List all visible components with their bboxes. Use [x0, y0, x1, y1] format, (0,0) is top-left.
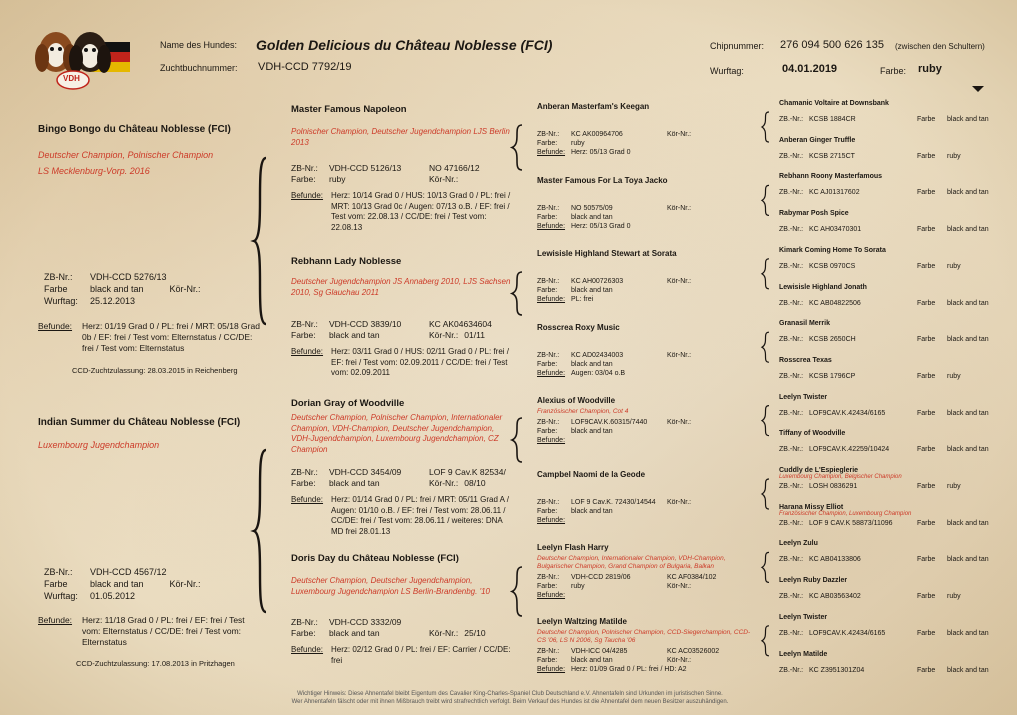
- grandparent-name: Dorian Gray of Woodville: [291, 398, 405, 409]
- birth-value: 04.01.2019: [782, 63, 838, 75]
- g4-name: Anberan Ginger Truffle: [779, 136, 856, 144]
- farbe-label: Farbe: [917, 152, 936, 160]
- farbe-value: black and tan: [947, 116, 989, 123]
- farbe-value: ruby: [571, 140, 585, 147]
- farbe-label: Farbe:: [537, 287, 558, 294]
- befunde-label: Befunde:: [291, 347, 324, 356]
- great-grandparent-name: Anberan Masterfam's Keegan: [537, 102, 650, 111]
- befunde-label: Befunde:: [537, 296, 566, 303]
- zb-value: NO 50575/09: [571, 205, 613, 212]
- pedigree-brace: [762, 185, 769, 215]
- zb-extra: KC AK04634604: [429, 319, 492, 329]
- g4-name: Leelyn Zulu: [779, 540, 818, 548]
- farbe-value: black and tan: [947, 629, 989, 637]
- pedigree-brace: [254, 450, 266, 612]
- pedigree-brace: [762, 479, 769, 509]
- zb-label: ZB-Nr.:: [537, 419, 560, 426]
- dog-name: Golden Delicious du Château Noblesse (FCI): [256, 37, 553, 53]
- befunde-value: Herz: 02/12 Grad 0 / PL: frei / EF: Carrier / CC/DE: frei: [331, 645, 511, 665]
- zb-label: ZB-Nr.:: [44, 567, 73, 577]
- zb-label: ZB.-Nr.:: [779, 226, 804, 234]
- pedigree-brace: [762, 626, 769, 656]
- farbe-label: Farbe:: [291, 478, 316, 488]
- zb-value: LOF9CAV.K.42259/10424: [809, 446, 890, 454]
- great-grandparent-titles: Deutscher Champion, Polnischer Champion, CCD-Siegerchampion, CCD-CS '06, LS N 2006, Sg Taucha '06: [537, 629, 751, 644]
- befunde-value: Herz: 05/13 Grad 0: [571, 223, 631, 230]
- great-grandparent-name: Rosscrea Roxy Music: [537, 323, 620, 332]
- pedigree-brace: [512, 125, 522, 170]
- farbe-value: black and tan: [90, 579, 144, 589]
- legal-footer: [130, 690, 890, 706]
- dam-title: Luxembourg Jugendchampion: [38, 440, 160, 450]
- farbe-label: Farbe: [917, 446, 936, 454]
- kor-label: Kör-Nr.:: [667, 131, 692, 138]
- great-grandparent-name: Leelyn Waltzing Matilde: [537, 617, 627, 626]
- farbe-label: Farbe: [917, 629, 936, 637]
- zb-value: LOF9CAV.K.60315/7440: [571, 419, 648, 426]
- zb-label: ZB-Nr.:: [537, 278, 560, 285]
- zb-label: ZB.-Nr.:: [779, 152, 804, 160]
- zb-value: LOF 9 Cav.K. 72430/14544: [571, 499, 656, 506]
- farbe-label: Farbe: [44, 579, 68, 589]
- zb-label: ZB-Nr.:: [537, 574, 560, 581]
- farbe-value: black and tan: [947, 226, 989, 234]
- zb-label: ZB-Nr.:: [537, 131, 560, 138]
- grandparent-name: Rebhann Lady Noblesse: [291, 256, 402, 267]
- zb-label: ZB.-Nr.:: [779, 116, 804, 123]
- zb-value: VDH-CCD 3454/09: [329, 467, 402, 477]
- wurf-label: Wurftag:: [44, 591, 78, 601]
- zb-value: KC Z3951301Z04: [809, 666, 865, 674]
- befunde-value: Herz: 01/09 Grad 0 / PL: frei / HD: A2: [571, 666, 687, 673]
- zb-label: ZB.-Nr.:: [779, 299, 804, 307]
- grandparent-titles: Deutscher Champion, Deutscher Jugendchampion, Luxembourg Jugendchampion LS Berlin-Brandenbg. '10: [291, 576, 490, 596]
- farbe-label: Farbe: [917, 556, 936, 564]
- pedigree-brace: [762, 112, 769, 142]
- g4-name: Leelyn Matilde: [779, 650, 828, 658]
- befunde-label: Befunde:: [291, 191, 324, 200]
- kor-label: Kör-Nr.:: [429, 478, 459, 488]
- zb-value: VDH-CCD 2819/06: [571, 574, 631, 581]
- befunde-label: Befunde:: [291, 495, 324, 504]
- farbe-value: black and tan: [571, 508, 613, 515]
- befunde-label: Befunde:: [537, 517, 566, 524]
- farbe-label: Farbe:: [291, 628, 316, 638]
- kor-label: Kör-Nr.:: [429, 330, 459, 340]
- kor-label: Kör-Nr.:: [429, 174, 459, 184]
- befunde-value: Herz: 05/13 Grad 0: [571, 149, 631, 156]
- zb-value: VDH-CCD 5126/13: [329, 163, 402, 173]
- zb-value: KC AB04133806: [809, 556, 861, 564]
- grandparent-titles: Deutscher Jugendchampion JS Annaberg 2010, LJS Sachsen 2010, Sg Glauchau 2011: [291, 277, 511, 297]
- befunde-label: Befunde:: [291, 645, 324, 654]
- befunde-label: Befunde:: [537, 149, 566, 156]
- sire-breeding-note: CCD-Zuchtzulassung: 28.03.2015 in Reichenberg: [72, 366, 238, 375]
- chip-value: 276 094 500 626 135: [780, 39, 884, 51]
- zb-value: LOSH 0836291: [809, 483, 858, 490]
- wurf-label: Wurftag:: [44, 296, 78, 306]
- farbe-value: black and tan: [947, 336, 989, 344]
- zb-label: ZB.-Nr.:: [779, 446, 804, 454]
- befunde-value: Herz: 03/11 Grad 0 / HUS: 02/11 Grad 0 / PL: frei / EF: frei / Test vom: 02.09.2011 / CC/DE: frei / Test vom: 02.09.2011: [331, 347, 510, 377]
- farbe-label: Farbe:: [537, 583, 558, 590]
- kor-value: 25/10: [464, 628, 486, 638]
- farbe-value: black and tan: [947, 666, 989, 674]
- g4-titles: Luxembourg Champion, Belgischer Champion: [779, 474, 902, 480]
- great-grandparent-titles: Französischer Champion, Cot 4: [537, 408, 629, 415]
- farbe-value: black and tan: [329, 330, 380, 340]
- befunde-label: Befunde:: [38, 321, 73, 331]
- befunde-value: Herz: 11/18 Grad 0 / PL: frei / EF: frei / Test vom: Elternstatus / CC/DE: frei / Test vom: Elternstatus: [82, 615, 245, 647]
- farbe-label: Farbe: [917, 372, 936, 380]
- great-grandparent-name: Master Famous For La Toya Jacko: [537, 176, 668, 185]
- farbe-label: Farbe: [917, 409, 936, 417]
- zb-label: ZB-Nr.:: [537, 352, 560, 359]
- sire-title: LS Mecklenburg-Vorp. 2016: [38, 166, 150, 176]
- wurf-value: 25.12.2013: [90, 296, 136, 306]
- farbe-value: black and tan: [947, 409, 989, 417]
- pedigree-brace: [254, 158, 266, 324]
- g4-name: Lewisisle Highland Jonath: [779, 283, 867, 291]
- zb-value: KCSB 0970CS: [809, 262, 856, 270]
- grandparent-titles: Polnischer Champion, Deutscher Jugendchampion LJS Berlin 2013: [291, 127, 510, 147]
- dam-name: Indian Summer du Château Noblesse (FCI): [38, 417, 241, 428]
- zb-label: ZB.-Nr.:: [779, 556, 804, 564]
- zb-label: ZB.-Nr.:: [779, 262, 804, 270]
- zb-value: KC AJ01317602: [809, 189, 860, 197]
- grandparent-name: Doris Day du Château Noblesse (FCI): [291, 553, 459, 564]
- footer-line: Wichtiger Hinweis: Diese Ahnentafel bleibt Eigentum des Cavalier King-Charles-Spaniel Club Deutschland e.V. Ahnentafeln sind Urkunden im juristischen Sinne.: [297, 691, 723, 697]
- farbe-value: ruby: [571, 583, 585, 590]
- g4-name: Rebhann Roony Masterfamous: [779, 173, 883, 181]
- great-grandparent-name: Leelyn Flash Harry: [537, 543, 609, 552]
- farbe-label: Farbe: [917, 226, 936, 234]
- kor-label: Kör-Nr.:: [667, 657, 692, 664]
- dam-breeding-note: CCD-Zuchtzulassung: 17.08.2013 in Pritzhagen: [76, 659, 235, 668]
- zb-label: ZB-Nr.:: [537, 648, 560, 655]
- sire-title: Deutscher Champion, Polnischer Champion: [38, 150, 214, 160]
- color-label: Farbe:: [880, 66, 907, 76]
- pedigree-brace: [762, 406, 769, 436]
- g4-name: Leelyn Twister: [779, 613, 828, 621]
- birth-label: Wurftag:: [710, 66, 744, 76]
- kor-label: Kör-Nr.:: [667, 419, 692, 426]
- zb-value: KC AD02434003: [571, 352, 624, 359]
- zb-label: ZB-Nr.:: [291, 163, 318, 173]
- farbe-value: black and tan: [571, 428, 613, 435]
- farbe-value: black and tan: [947, 299, 989, 307]
- farbe-label: Farbe: [917, 189, 936, 197]
- kor-value: 08/10: [464, 478, 486, 488]
- zb-value: KCSB 2650CH: [809, 336, 856, 344]
- g4-name: Chamanic Voltaire at Downsbank: [779, 100, 889, 107]
- sire-name: Bingo Bongo du Château Noblesse (FCI): [38, 124, 231, 135]
- wurf-value: 01.05.2012: [90, 591, 136, 601]
- farbe-label: Farbe: [917, 299, 936, 307]
- g4-titles: Französischer Champion, Luxembourg Champion: [779, 510, 912, 517]
- farbe-label: Farbe:: [537, 508, 558, 515]
- farbe-value: black and tan: [329, 478, 380, 488]
- farbe-label: Farbe:: [291, 174, 316, 184]
- zb-label: ZB.-Nr.:: [779, 519, 804, 527]
- farbe-label: Farbe: [917, 483, 936, 490]
- farbe-value: black and tan: [571, 657, 613, 664]
- kor-label: Kör-Nr.:: [667, 278, 692, 285]
- befunde-value: Herz: 01/14 Grad 0 / PL: frei / MRT: 05/11 Grad A / Augen: 01/10 o.B. / EF: frei / Test vom: 28.06.11 / CC/DE: frei / Test vom: 28.06.11 / weiteres: DNA MD frei 28.01.13: [331, 495, 510, 536]
- kor-value: 01/11: [464, 330, 485, 340]
- farbe-label: Farbe:: [537, 428, 558, 435]
- farbe-value: ruby: [947, 372, 961, 380]
- farbe-value: black and tan: [571, 361, 613, 368]
- zb-label: ZB.-Nr.:: [779, 483, 804, 490]
- g4-name: Leelyn Twister: [779, 393, 828, 401]
- kor-label: Kör-Nr.:: [667, 352, 692, 359]
- zb-label: ZB.-Nr.:: [779, 629, 804, 637]
- farbe-value: black and tan: [90, 284, 144, 294]
- farbe-value: black and tan: [571, 287, 613, 294]
- farbe-value: ruby: [947, 262, 961, 270]
- farbe-value: black and tan: [947, 189, 989, 197]
- zb-label: ZB-Nr.:: [291, 617, 318, 627]
- g4-name: Cuddly de L'Espieglerie: [779, 467, 859, 474]
- farbe-label: Farbe:: [291, 330, 316, 340]
- farbe-value: black and tan: [947, 556, 989, 564]
- farbe-label: Farbe:: [537, 657, 558, 664]
- zb-value: VDH-CCD 3839/10: [329, 319, 402, 329]
- zb-value: LOF9CAV.K.42434/6165: [809, 629, 886, 637]
- zb-extra: KC AF0384/102: [667, 574, 717, 581]
- chip-note: (zwischen den Schultern): [895, 42, 985, 51]
- color-value: ruby: [918, 63, 942, 75]
- farbe-label: Farbe: [917, 666, 936, 674]
- farbe-label: Farbe: [917, 519, 936, 527]
- zb-label: ZB.-Nr.:: [779, 189, 804, 197]
- kor-label: Kör-Nr.:: [169, 284, 201, 294]
- zb-value: KC AK00964706: [571, 131, 623, 138]
- befunde-value: Augen: 03/04 o.B: [571, 370, 626, 377]
- kor-label: Kör-Nr.:: [667, 499, 692, 506]
- zb-label: ZB.-Nr.:: [779, 593, 804, 601]
- zb-extra: NO 47166/12: [429, 163, 480, 173]
- g4-name: Granasil Merrik: [779, 320, 830, 328]
- befunde-value: Herz: 01/19 Grad 0 / PL: frei / MRT: 05/18 Grad 0b / EF: frei / Test vom: Elternstatus / CC/DE: frei / Test vom: Elternstatus: [82, 321, 260, 353]
- zb-value: LOF 9 CAV.K 58873/11096: [809, 519, 893, 527]
- farbe-label: Farbe: [917, 262, 936, 270]
- zb-label: ZB.-Nr.:: [779, 409, 804, 417]
- farbe-label: Farbe: [917, 336, 936, 344]
- zb-value: KC AB03563402: [809, 593, 861, 601]
- zb-value: VDH-CCD 3332/09: [329, 617, 402, 627]
- studbook-label: Zuchtbuchnummer:: [160, 63, 238, 73]
- zb-value: VDH-CCD 5276/13: [90, 272, 167, 282]
- farbe-label: Farbe:: [537, 361, 558, 368]
- pedigree-brace: [762, 552, 769, 582]
- grandparent-titles: Deutscher Champion, Polnischer Champion, Internationaler Champion, VDH-Champion, Deutscher Jugendchampion, VDH-Jugendchampion, Luxembourg Jugendchampion, CZ Champion: [291, 413, 503, 454]
- zb-value: KCSB 1884CR: [809, 116, 856, 123]
- befunde-label: Befunde:: [537, 437, 566, 444]
- corner-mark: [972, 86, 984, 92]
- pedigree-brace: [762, 259, 769, 289]
- zb-label: ZB-Nr.:: [537, 205, 560, 212]
- g4-name: Leelyn Ruby Dazzler: [779, 577, 848, 585]
- zb-value: LOF9CAV.K.42434/6165: [809, 409, 886, 417]
- zb-label: ZB-Nr.:: [537, 499, 560, 506]
- zb-value: KC AB04822506: [809, 299, 861, 307]
- zb-value: KC AH03470301: [809, 226, 862, 234]
- pedigree-brace: [512, 567, 522, 616]
- pedigree-brace: [762, 332, 769, 362]
- farbe-value: black and tan: [571, 214, 613, 221]
- kor-label: Kör-Nr.:: [429, 628, 459, 638]
- great-grandparent-name: Alexius of Woodville: [537, 396, 616, 405]
- zb-extra: KC AC03526002: [667, 648, 720, 655]
- g4-name: Harana Missy Elliot: [779, 503, 844, 511]
- befunde-label: Befunde:: [537, 223, 566, 230]
- grandparent-name: Master Famous Napoleon: [291, 104, 407, 115]
- zb-extra: LOF 9 Cav.K 82534/: [429, 467, 506, 477]
- footer-line: Wer Ahnentafeln fälscht oder mit ihnen Mißbrauch treibt wird strafrechtlich verfolgt. Beim Verkauf des Hundes ist die Ahnentafel dem neuen Besitzer auszuhändigen.: [291, 699, 729, 705]
- zb-label: ZB.-Nr.:: [779, 372, 804, 380]
- zb-value: KCSB 2715CT: [809, 152, 855, 160]
- pedigree-brace: [512, 418, 522, 462]
- befunde-label: Befunde:: [537, 592, 566, 599]
- farbe-value: ruby: [947, 152, 961, 160]
- kor-label: Kör-Nr.:: [169, 579, 201, 589]
- farbe-value: black and tan: [329, 628, 380, 638]
- pedigree-brace: [512, 272, 522, 315]
- g4-name: Kimark Coming Home To Sorata: [779, 246, 886, 254]
- g4-name: Rosscrea Texas: [779, 356, 832, 364]
- farbe-value: ruby: [329, 174, 346, 184]
- great-grandparent-name: Lewisisle Highland Stewart at Sorata: [537, 249, 677, 258]
- zb-label: ZB.-Nr.:: [779, 336, 804, 344]
- great-grandparent-titles: Deutscher Champion, Internationaler Champion, VDH-Champion, Bulgarischer Champion, Grand Champion of Bulgaria, Balkan: [537, 555, 726, 570]
- befunde-label: Befunde:: [38, 615, 73, 625]
- farbe-label: Farbe: [917, 593, 936, 601]
- zb-value: KC AH00726303: [571, 278, 624, 285]
- kor-label: Kör-Nr.:: [667, 583, 692, 590]
- logo-text: VDH: [63, 74, 80, 83]
- befunde-label: Befunde:: [537, 666, 566, 673]
- kor-label: Kör-Nr.:: [667, 205, 692, 212]
- zb-label: ZB.-Nr.:: [779, 666, 804, 674]
- zb-label: ZB-Nr.:: [291, 319, 318, 329]
- zb-value: VDH-ICC 04/4285: [571, 648, 628, 655]
- befunde-label: Befunde:: [537, 370, 566, 377]
- befunde-value: PL: frei: [571, 296, 594, 303]
- g4-name: Tiffany of Woodville: [779, 430, 846, 438]
- farbe-value: ruby: [947, 483, 961, 490]
- farbe-label: Farbe:: [537, 140, 558, 147]
- name-label: Name des Hundes:: [160, 40, 238, 50]
- farbe-value: ruby: [947, 593, 961, 601]
- g4-name: Rabymar Posh Spice: [779, 210, 849, 218]
- farbe-label: Farbe: [917, 116, 936, 123]
- chip-label: Chipnummer:: [710, 41, 765, 51]
- great-grandparent-name: Campbel Naomi de la Geode: [537, 470, 646, 479]
- studbook-value: VDH-CCD 7792/19: [258, 61, 352, 73]
- farbe-label: Farbe:: [537, 214, 558, 221]
- farbe-value: black and tan: [947, 519, 989, 527]
- zb-label: ZB-Nr.:: [291, 467, 318, 477]
- farbe-label: Farbe: [44, 284, 68, 294]
- zb-label: ZB-Nr.:: [44, 272, 73, 282]
- farbe-value: black and tan: [947, 446, 989, 454]
- zb-value: VDH-CCD 4567/12: [90, 567, 167, 577]
- befunde-value: Herz: 10/14 Grad 0 / HUS: 10/13 Grad 0 / PL: frei / MRT: 10/13 Grad 0c / Augen: 07/13 o.B. / EF: frei / Test vom: 22.08.13 / CC/DE: frei / Test vom: 22.08.13: [331, 191, 511, 232]
- zb-value: KCSB 1796CP: [809, 372, 856, 380]
